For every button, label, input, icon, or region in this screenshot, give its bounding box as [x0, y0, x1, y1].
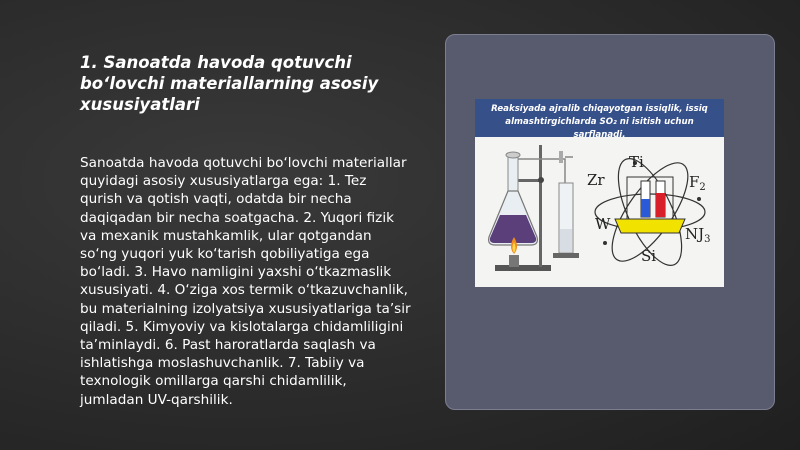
tubing-icon — [518, 151, 573, 183]
element-diagram — [587, 150, 711, 274]
figure-caption: Reaksiyada ajralib chiqayotgan issiqlik, issiq almashtirgichlarda SO₂ ni isitish uchun sarflanadi. — [475, 99, 724, 137]
symbol-zr: Zr — [587, 171, 605, 189]
symbol-si: Si — [641, 247, 657, 265]
symbol-ti: Ti — [629, 153, 644, 171]
symbol-w: W — [595, 215, 611, 233]
slide-title: 1. Sanoatda havoda qotuvchi bo‘lovchi materiallarning asosiy xususiyatlari — [80, 53, 379, 114]
flask-icon — [489, 152, 538, 245]
cylinder-icon — [553, 183, 579, 258]
symbol-f2: $F_2$ — [689, 173, 706, 193]
chemistry-figure — [475, 99, 724, 287]
chemistry-illustration — [475, 137, 724, 287]
slide-body-text: Sanoatda havoda qotuvchi bo‘lovchi materiallar quyidagi asosiy xususiyatlarga ega: 1. Tez qurish va qotish vaqti, odatda bir necha daqiqadan bir necha soatgacha. 2. Yuqori fizik va mexanik mustahkamlik, ular qotgandan so‘ng yuqori yuk ko‘tarish qobiliyatiga ega bo‘ladi. 3. Havo namligini yaxshi o‘tkazmaslik xususiyati. 4. O‘ziga xos termik o‘tkazuvchanlik, bu materialning izolyatsiya xususiyatlariga ta’sir qiladi. 5. Kimyoviy va kislotalarga chidamliligini ta’minlaydi. 6. Past haroratlarda saqlash va ishlatishga moslashuvchanlik. 7. Tabiiy va texnologik omillarga qarshi chidamlilik, jumladan UV-qarshilik. — [80, 155, 411, 408]
symbol-nj3: $NJ_3$ — [685, 225, 711, 245]
